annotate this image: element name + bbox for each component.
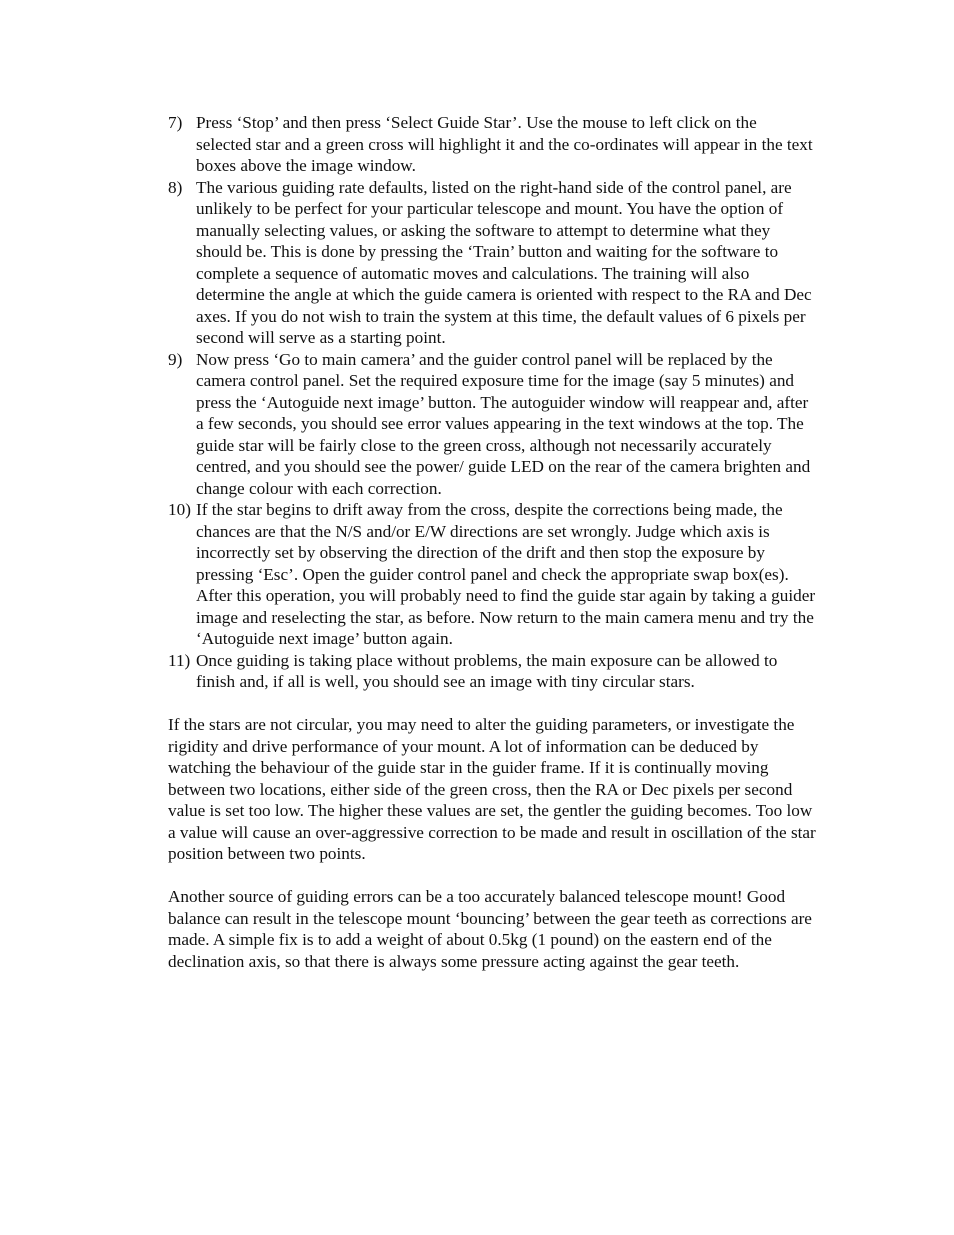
document-body [168, 112, 816, 972]
step-number: 7) [168, 113, 183, 132]
paragraph-mount-balance: Another source of guiding errors can be a too accurately balanced telescope mount! Good balance can result in the telescope mount ‘bouncing’ between the gear teeth as corrections are made. A simple fix is to add a weight of about 0.5kg (1 pound) on the eastern end of the declination axis, so that there is always some pressure acting against the gear teeth. [168, 887, 812, 971]
paragraph-spacer [168, 865, 816, 887]
step-text: Press ‘Stop’ and then press ‘Select Guide Star’. Use the mouse to left click on the selected star and a green cross will highlight it and the co-ordinates will appear in the text boxes above the image window. [196, 113, 813, 175]
list-item [168, 650, 816, 693]
paragraph-spacer [168, 693, 816, 715]
step-text: Once guiding is taking place without problems, the main exposure can be allowed to finish and, if all is well, you should see an image with tiny circular stars. [196, 650, 778, 691]
step-text: If the star begins to drift away from the cross, despite the corrections being made, the chances are that the N/S and/or E/W directions are set wrongly. Judge which axis is incorrectly set by observing the direction of the drift and then stop the exposure by pressing ‘Esc’. Open the guider control panel and check the appropriate swap box(es). After this operation, you will probably need to find the guide star again by taking a guider image and reselecting the star, as before. Now return to the main camera menu and try the ‘Autoguide next image’ button again. [196, 500, 816, 648]
paragraph-guiding-parameters: If the stars are not circular, you may need to alter the guiding parameters, or investigate the rigidity and drive performance of your mount. A lot of information can be deduced by watching the behaviour of the guide star in the guider frame. If it is continually moving between two locations, either side of the green cross, then the RA or Dec pixels per second value is set too low. The higher these values are set, the gentler the guiding becomes. Too low a value will cause an over-aggressive correction to be made and result in oscillation of the star position between two points. [168, 715, 816, 863]
step-number: 11) [168, 650, 191, 670]
step-number: 9) [168, 349, 183, 369]
step-text: The various guiding rate defaults, listed on the right-hand side of the control panel, are unlikely to be perfect for your particular telescope and mount. You have the option of manually selecting values, or asking the software to attempt to determine what they should be. This is done by pressing the ‘Train’ button and waiting for the software to complete a sequence of automatic moves and calculations. The training will also determine the angle at which the guide camera is oriented with respect to the RA and Dec axes. If you do not wish to train the system at this time, the default values of 6 pixels per second will serve as a starting point. [196, 177, 812, 347]
list-item [168, 177, 816, 349]
step-number: 10) [168, 500, 191, 519]
step-text: Now press ‘Go to main camera’ and the guider control panel will be replaced by the camera control panel. Set the required exposure time for the image (say 5 minutes) and press the ‘Autoguide next image’ button. The autoguider window will reappear and, after a few seconds, you should see error values appearing in the text windows at the top. The guide star will be fairly close to the green cross, although not necessarily accurately centred, and you should see the power/ guide LED on the rear of the camera brighten and change colour with each correction. [196, 349, 811, 498]
numbered-steps-list [168, 112, 816, 693]
list-item [168, 349, 816, 500]
list-item [168, 112, 816, 177]
step-number: 8) [168, 177, 183, 197]
list-item [168, 499, 816, 650]
